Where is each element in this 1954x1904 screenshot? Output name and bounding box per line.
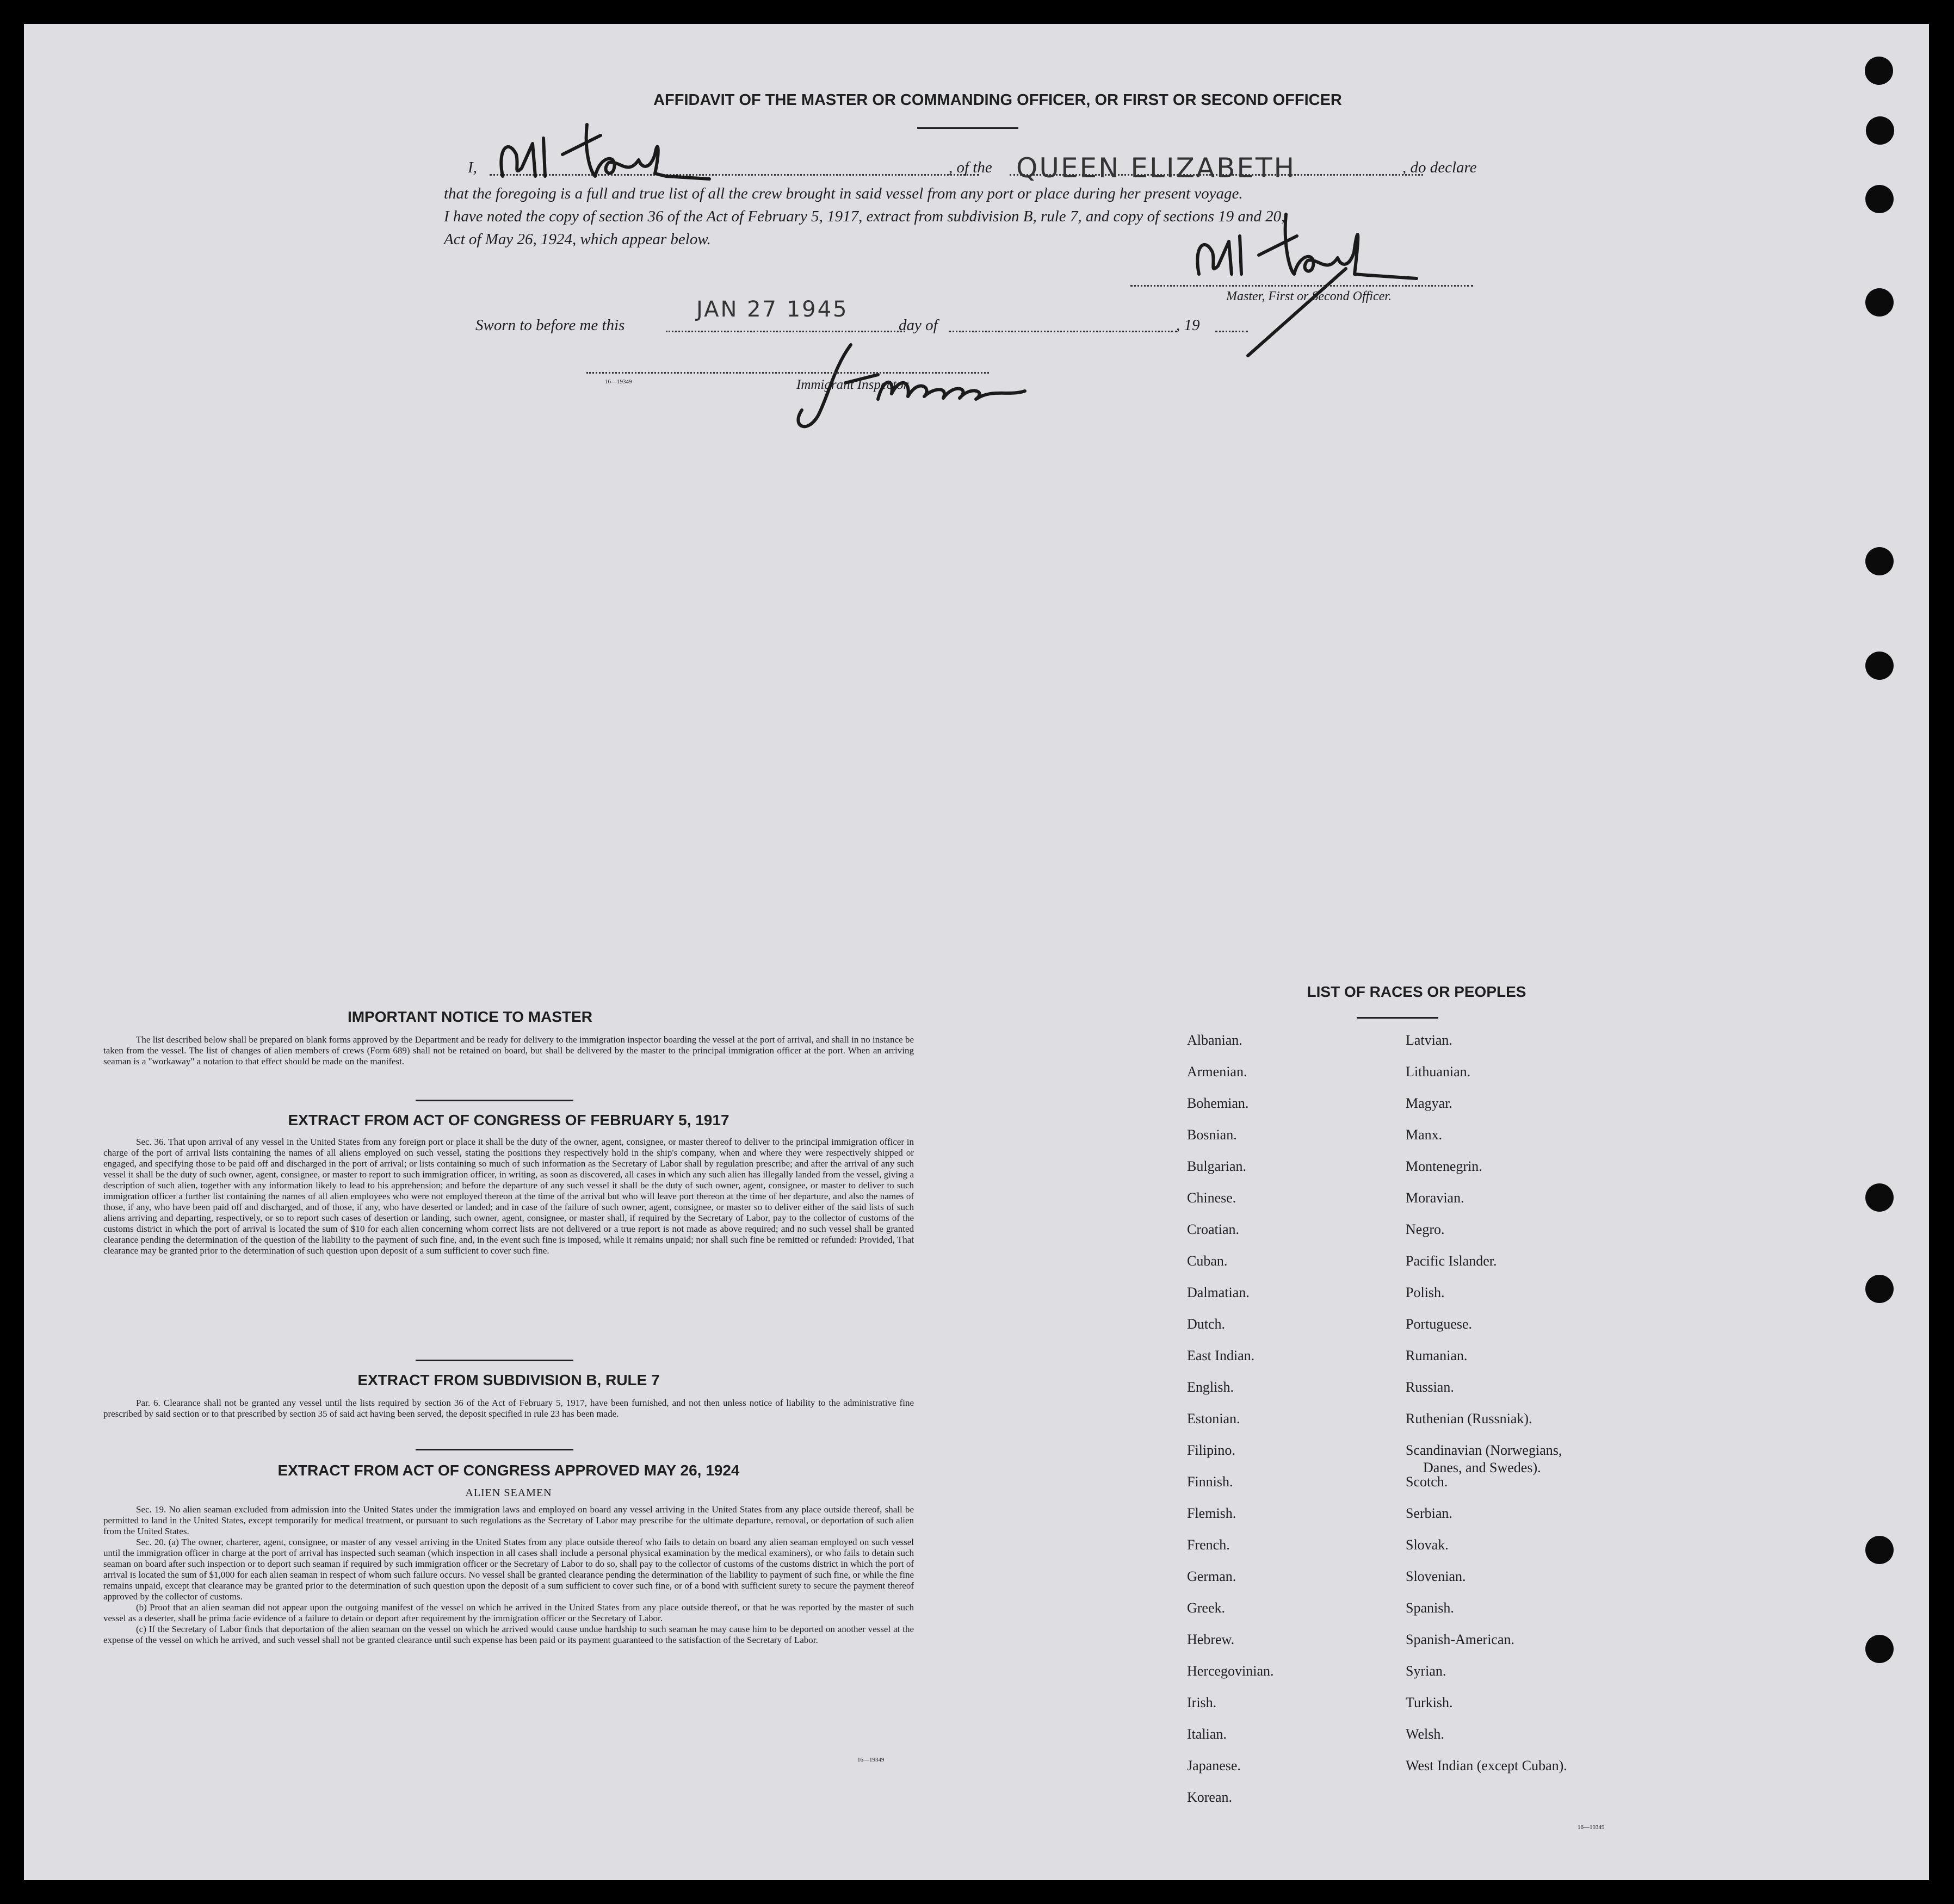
races-underline (1357, 1017, 1438, 1019)
section-20a: Sec. 20. (a) The owner, charterer, agent, consignee, or master of any vessel arriving in the United States from any place outside thereof who fails to detain on board any alien seaman employed on such vessel until the immigration officer in charge at the port of arrival has inspected such seaman (which inspection in all cases shall include a personal physical examination by the medical examiners), or who fails to detain such seaman on board after such inspection or to deport such seaman if required by such immigration officer or the Secretary of Labor to do so, shall pay to the collector of customs of the customs district in which the port of arrival is located the sum of $1,000 for each alien seaman in respect of whom such failure occurs. No vessel shall be granted clearance pending the determination of the liability to payment of such fine, or while the fine remains unpaid, except that clearance may be granted prior to the determination of such question upon the deposit of a sum sufficient to cover such fine, or of a bond with sufficient surety to secure the payment thereof approved by the collector of customs. (103, 1537, 914, 1602)
race-item: Polish. (1406, 1285, 1445, 1300)
race-item: Danes, and Swedes). (1423, 1460, 1541, 1475)
date-stamp: JAN 27 1945 (696, 297, 849, 322)
extract-rule7-body: Par. 6. Clearance shall not be granted any vessel until the lists required by section 36 of the Act of February 5, 1917, have been furnished, and not then unless notice of liability to the administrative fine prescribed by said section or to that prescribed by section 35 of said act having been served, the deposit specified in rule 23 has been made. (103, 1398, 914, 1419)
race-item: Spanish-American. (1406, 1632, 1515, 1647)
race-item: Bohemian. (1187, 1095, 1249, 1111)
race-item: Portuguese. (1406, 1316, 1473, 1332)
race-item: Scandinavian (Norwegians, (1406, 1442, 1562, 1458)
extract-rule7-title: EXTRACT FROM SUBDIVISION B, RULE 7 (357, 1372, 660, 1388)
extract-1917-title: EXTRACT FROM ACT OF CONGRESS OF FEBRUARY 5, 1917 (288, 1112, 729, 1128)
race-item: Italian. (1187, 1726, 1227, 1742)
race-item: Welsh. (1406, 1726, 1444, 1742)
race-item: Dalmatian. (1187, 1285, 1250, 1300)
officer-signature-line (1130, 285, 1473, 287)
day-line (666, 331, 905, 332)
race-item: Ruthenian (Russniak). (1406, 1411, 1532, 1427)
race-item: Bulgarian. (1187, 1158, 1247, 1174)
race-item: Negro. (1406, 1221, 1445, 1237)
punch-hole (1865, 652, 1894, 680)
race-item: English. (1187, 1379, 1234, 1395)
race-item: German. (1187, 1568, 1236, 1584)
vessel-name-line (1010, 174, 1423, 176)
section-20c: (c) If the Secretary of Labor finds that deportation of the alien seaman on the vessel on which he arrived would cause undue hardship to such seaman he may cause him to be deported on another vessel at the expense of the vessel on which he arrived, and such vessel shall not be granted clearance until such expense has been paid or its payment guaranteed to the satisfaction of the Secretary of Labor. (103, 1624, 914, 1645)
signature-declarant (492, 116, 731, 193)
race-item: Armenian. (1187, 1064, 1247, 1080)
affidavit-line-3: I have noted the copy of section 36 of the Act of February 5, 1917, extract from subdivision B, rule 7, and copy of sections 19 and 20, (444, 208, 1285, 225)
race-item: Moravian. (1406, 1190, 1464, 1206)
inspector-caption: Immigrant Inspector. (796, 377, 911, 392)
year-label: , 19 (1176, 317, 1200, 334)
notice-title: IMPORTANT NOTICE TO MASTER (347, 1008, 593, 1025)
race-item: Rumanian. (1406, 1348, 1468, 1363)
race-item: Russian. (1406, 1379, 1454, 1395)
race-item: Spanish. (1406, 1600, 1454, 1616)
race-item: Korean. (1187, 1789, 1233, 1805)
race-item: Turkish. (1406, 1695, 1453, 1710)
declare-label: , do declare (1402, 159, 1477, 176)
punch-hole (1865, 1536, 1894, 1564)
affidavit-line-2: that the foregoing is a full and true list of all the crew brought in said vessel from any port or place during her present voyage. (444, 185, 1243, 202)
form-number-top: 16—19349 (605, 379, 632, 385)
punch-hole (1866, 116, 1894, 145)
punch-hole (1865, 185, 1894, 213)
race-item: Hercegovinian. (1187, 1663, 1274, 1679)
section-19: Sec. 19. No alien seaman excluded from admission into the United States under the immigration laws and employed on board any vessel arriving in the United States from any place outside thereof, shall be permitted to land in the United States, except temporarily for medical treatment, or pursuant to such regulations as the Secretary of Labor may prescribe for the ultimate departure, removal, or deportation of such alien from the United States. (103, 1504, 914, 1536)
punch-hole (1865, 1183, 1894, 1212)
race-item: Lithuanian. (1406, 1064, 1471, 1080)
race-item: Slovak. (1406, 1537, 1449, 1553)
race-item: Pacific Islander. (1406, 1253, 1497, 1269)
race-item: Manx. (1406, 1127, 1443, 1143)
year-line (1215, 331, 1248, 332)
race-item: Filipino. (1187, 1442, 1235, 1458)
punch-hole (1865, 1635, 1894, 1663)
extract-1924-body (103, 1504, 914, 1646)
month-line (949, 331, 1177, 332)
section-divider (416, 1360, 573, 1361)
race-item: Croatian. (1187, 1221, 1240, 1237)
form-number-right: 16—19349 (1578, 1824, 1605, 1831)
race-item: Slovenian. (1406, 1568, 1466, 1584)
notice-body: The list described below shall be prepared on blank forms approved by the Department and be ready for delivery to the immigration inspector boarding the vessel at the port of arrival, and shall in no instance be taken from the vessel. The list of changes of alien members of crews (Form 689) shall not be retained on board, but shall be delivered by the master to the principal immigration officer at the port. When an arriving seaman is a "workaway" a notation to that effect should be made on the manifest. (103, 1034, 914, 1066)
heading-underline (917, 127, 1018, 129)
race-item: Scotch. (1406, 1474, 1448, 1490)
race-item: French. (1187, 1537, 1230, 1553)
form-number-left: 16—19349 (857, 1757, 885, 1763)
race-item: Magyar. (1406, 1095, 1452, 1111)
race-item: Chinese. (1187, 1190, 1236, 1206)
section-divider (416, 1100, 573, 1101)
race-item: Greek. (1187, 1600, 1226, 1616)
race-item: Dutch. (1187, 1316, 1226, 1332)
officer-caption: Master, First or Second Officer. (1226, 289, 1392, 303)
punch-hole (1865, 57, 1893, 85)
race-item: Montenegrin. (1406, 1158, 1482, 1174)
punch-hole (1865, 288, 1894, 317)
vessel-of-label: , of the (949, 159, 992, 176)
extract-1917-body: Sec. 36. That upon arrival of any vessel in the United States from any foreign port or place it shall be the duty of the owner, agent, consignee, or master thereof to deliver to the principal immigration officer in charge of the port of arrival lists containing the names of all aliens employed on such vessel, stating the positions they respectively hold in the ship's company, when and where they were respectively shipped or engaged, and specifying those to be paid off and discharged in the port of arrival; or lists containing so much of such information as the Secretary of Labor shall by regulation prescribe; and after the arrival of any such vessel it shall be the duty of such owner, agent, consignee, or master to report to such immigration officer, in writing, as soon as discovered, all cases in which any such alien has illegally landed from the vessel, giving a description of such alien, together with any information likely to lead to his apprehension; and before the departure of any such vessel it shall be the duty of such owner, agent, consignee, or master to deliver to such immigration officer a further list containing the names of all alien employees who were not employed thereon at the time of the arrival but who will leave port thereon at the time of her departure, and also the names of those, if any, who have been paid off and discharged, and of those, if any, who have deserted or landed; and in case of the failure of such owner, agent, consignee, or master so to deliver either of the said lists of such aliens arriving and departing, respectively, or so to report such cases of desertion or landing, such owner, agent, consignee, or master shall, if required by the Secretary of Labor, pay to the collector of customs of the customs district in which the port of arrival is located the sum of $10 for each alien concerning whom correct lists are not delivered or a true report is not made as above required; and no such vessel shall be granted clearance pending the determination of the question of the liability to the payment of such fine, and, in the event such fine is imposed, while it remains unpaid; nor shall such fine be remitted or refunded: Provided, That clearance may be granted prior to the determination of such question upon deposit of a sum sufficient to cover such fine. (103, 1137, 914, 1256)
extract-1924-subtitle: ALIEN SEAMEN (465, 1487, 552, 1499)
race-item: Hebrew. (1187, 1632, 1235, 1647)
race-item: East Indian. (1187, 1348, 1255, 1363)
affidavit-heading: AFFIDAVIT OF THE MASTER OR COMMANDING OFFICER, OR FIRST OR SECOND OFFICER (653, 91, 1342, 109)
race-item: Serbian. (1406, 1505, 1452, 1521)
race-item: Bosnian. (1187, 1127, 1237, 1143)
race-item: Flemish. (1187, 1505, 1236, 1521)
extract-1924-title: EXTRACT FROM ACT OF CONGRESS APPROVED MAY 26, 1924 (277, 1462, 740, 1479)
race-item: West Indian (except Cuban). (1406, 1758, 1567, 1773)
race-item: Irish. (1187, 1695, 1217, 1710)
affidavit-line-4: Act of May 26, 1924, which appear below. (444, 231, 711, 248)
sworn-prefix: Sworn to before me this (475, 317, 625, 334)
day-of-label: day of (899, 317, 938, 334)
section-20b: (b) Proof that an alien seaman did not appear upon the outgoing manifest of the vessel on which he arrived in the United States from any place outside thereof, or that he was reported by the master of such vessel as a deserter, shall be prima facie evidence of a failure to detain or deport after requirement by the immigration officer or the Secretary of Labor. (103, 1602, 914, 1623)
section-divider (416, 1449, 573, 1450)
punch-hole (1865, 547, 1894, 575)
race-item: Japanese. (1187, 1758, 1241, 1773)
race-item: Albanian. (1187, 1032, 1242, 1048)
races-title: LIST OF RACES OR PEOPLES (1307, 983, 1526, 1000)
inspector-signature-line (586, 372, 989, 374)
signature-slash (1242, 263, 1351, 361)
race-item: Syrian. (1406, 1663, 1446, 1679)
punch-hole (1865, 1275, 1894, 1303)
vessel-name: QUEEN ELIZABETH (1016, 152, 1296, 184)
race-item: Cuban. (1187, 1253, 1228, 1269)
form-page (24, 24, 1929, 1880)
declarant-prefix: I, (468, 159, 477, 176)
race-item: Finnish. (1187, 1474, 1233, 1490)
race-item: Estonian. (1187, 1411, 1240, 1427)
race-item: Latvian. (1406, 1032, 1452, 1048)
